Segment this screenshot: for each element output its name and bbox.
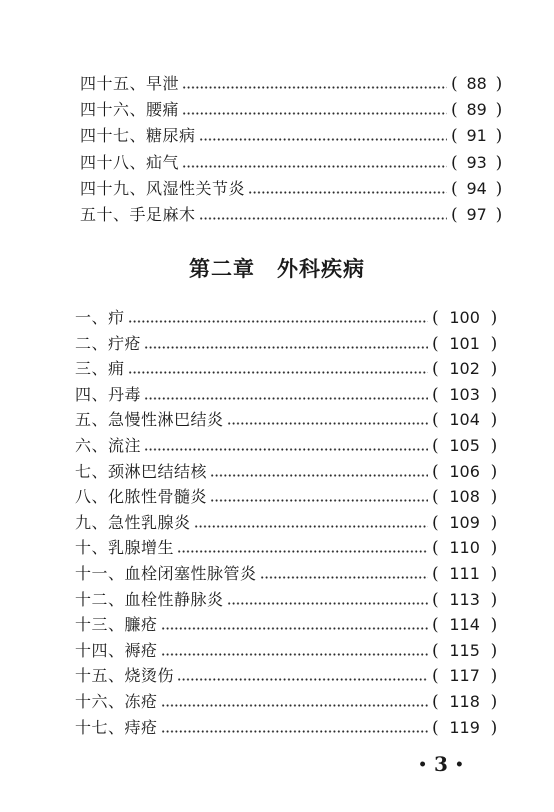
toc-entry-title: 四十五、早泄 xyxy=(80,74,180,93)
toc-page-number: 110 xyxy=(449,538,480,558)
close-paren: ) xyxy=(495,100,503,121)
toc-page-number: 93 xyxy=(466,152,487,172)
toc-entry-title: 六、流注 xyxy=(75,436,142,455)
toc-entry-page xyxy=(451,123,502,149)
toc-leader-dots xyxy=(194,525,428,528)
toc-entry-title: 十、乳腺增生 xyxy=(75,538,175,558)
toc-entry-page xyxy=(432,331,497,357)
toc-leader-dots xyxy=(144,448,428,451)
close-paren: ) xyxy=(495,74,503,94)
toc-page-number: 115 xyxy=(449,640,480,660)
toc-entry-title: 十一、血栓闭塞性脉管炎 xyxy=(75,564,257,583)
open-paren: ( xyxy=(432,461,439,482)
toc-entry xyxy=(0,407,554,433)
toc-entry-page xyxy=(451,97,502,123)
toc-entry xyxy=(0,356,554,382)
toc-leader-dots xyxy=(144,397,428,400)
toc-entry-title: 十四、褥疮 xyxy=(75,640,158,660)
open-paren: ( xyxy=(432,512,439,533)
toc-page-number: 118 xyxy=(449,692,480,711)
toc-entry-page xyxy=(432,433,497,459)
toc-entry-title: 一、疖 xyxy=(75,308,125,327)
toc-entry xyxy=(0,305,554,331)
toc-entry xyxy=(0,689,554,715)
toc-leader-dots xyxy=(248,191,447,194)
toc-page-number: 119 xyxy=(449,717,480,737)
toc-entry-title: 五、急慢性淋巴结炎 xyxy=(75,410,224,430)
toc-entry xyxy=(0,612,554,638)
open-paren: ( xyxy=(432,564,439,584)
toc-entry-title: 二、疔疮 xyxy=(75,333,142,353)
toc-entry-title: 九、急性乳腺炎 xyxy=(75,512,191,532)
toc-page-number: 102 xyxy=(449,359,480,379)
toc-leader-dots xyxy=(128,371,428,374)
toc-entry-title: 四十六、腰痛 xyxy=(80,100,180,120)
open-paren: ( xyxy=(451,100,458,121)
toc-entry-page xyxy=(432,638,497,664)
toc-page-number: 109 xyxy=(449,512,480,532)
toc-entry-page xyxy=(451,202,502,228)
toc-leader-dots xyxy=(128,320,428,323)
toc-entry-page xyxy=(432,535,497,561)
close-paren: ) xyxy=(495,205,503,225)
open-paren: ( xyxy=(432,436,439,456)
toc-page-number: 103 xyxy=(449,384,480,404)
open-paren: ( xyxy=(432,308,439,328)
toc-leader-dots xyxy=(199,217,447,220)
toc-entry xyxy=(0,484,554,510)
toc-entry-title: 十七、痔疮 xyxy=(75,717,158,737)
open-paren: ( xyxy=(432,538,439,559)
close-paren: ) xyxy=(490,384,498,405)
toc-leader-dots xyxy=(210,474,428,477)
open-paren: ( xyxy=(432,717,439,738)
toc-leader-dots xyxy=(161,627,428,630)
toc-entry-page xyxy=(432,689,497,715)
toc-page-number: 104 xyxy=(449,410,480,430)
toc-entry-page xyxy=(432,407,497,433)
toc-page-number: 106 xyxy=(449,461,480,481)
open-paren: ( xyxy=(432,666,439,687)
toc-leader-dots xyxy=(227,422,428,425)
open-paren: ( xyxy=(432,410,439,431)
toc-entry-title: 七、颈淋巴结结核 xyxy=(75,461,208,481)
toc-page-number: 97 xyxy=(466,205,487,224)
open-paren: ( xyxy=(432,692,439,712)
toc-entry-title: 四、丹毒 xyxy=(75,384,142,404)
toc-entry-title: 十二、血栓性静脉炎 xyxy=(75,589,224,609)
toc-entry-page xyxy=(432,587,497,613)
toc-page-number: 100 xyxy=(449,308,480,327)
close-paren: ) xyxy=(490,589,498,610)
toc-page-number: 105 xyxy=(449,436,480,455)
toc-entry-title: 四十九、风湿性关节炎 xyxy=(80,178,246,198)
toc-entry-page xyxy=(432,715,497,741)
open-paren: ( xyxy=(432,615,439,636)
toc-leader-dots xyxy=(161,704,428,707)
close-paren: ) xyxy=(490,692,498,712)
close-paren: ) xyxy=(490,717,498,738)
toc-page-number: 91 xyxy=(466,126,487,146)
toc-entry xyxy=(0,433,554,459)
toc-entry xyxy=(0,510,554,536)
close-paren: ) xyxy=(490,640,498,661)
open-paren: ( xyxy=(432,589,439,610)
toc-entry xyxy=(0,150,554,176)
toc-entry xyxy=(0,459,554,485)
toc-entry-title: 四十八、疝气 xyxy=(80,152,180,172)
toc-entry-title: 十五、烧烫伤 xyxy=(75,666,175,686)
toc-leader-dots xyxy=(177,550,428,553)
toc-entry xyxy=(0,382,554,408)
toc-entry xyxy=(0,71,554,97)
toc-leader-dots xyxy=(199,138,447,141)
toc-entry-title: 四十七、糖尿病 xyxy=(80,126,196,146)
toc-leader-dots xyxy=(177,678,428,681)
toc-entry-page xyxy=(451,71,502,97)
toc-entry-title: 五十、手足麻木 xyxy=(80,205,196,224)
toc-entry-page xyxy=(451,150,502,176)
toc-entry xyxy=(0,638,554,664)
toc-entry xyxy=(0,331,554,357)
toc-entry xyxy=(0,663,554,689)
toc-entry-page xyxy=(432,305,497,331)
toc-entry xyxy=(0,97,554,123)
open-paren: ( xyxy=(451,205,458,225)
close-paren: ) xyxy=(490,564,498,584)
toc-entry-title: 十三、臁疮 xyxy=(75,615,158,635)
open-paren: ( xyxy=(451,126,458,147)
page-number-bullet-right: • xyxy=(454,757,464,773)
page-number-bullet-left: • xyxy=(418,757,428,773)
close-paren: ) xyxy=(490,512,498,533)
close-paren: ) xyxy=(490,359,498,380)
toc-entry-page xyxy=(451,176,502,202)
page-number xyxy=(411,750,471,779)
close-paren: ) xyxy=(490,487,498,508)
toc-leader-dots xyxy=(182,165,447,168)
toc-page-number: 101 xyxy=(449,333,480,353)
toc-entry xyxy=(0,561,554,587)
toc-entry xyxy=(0,535,554,561)
toc-leader-dots xyxy=(161,653,428,656)
close-paren: ) xyxy=(495,152,503,173)
toc-entry xyxy=(0,123,554,149)
close-paren: ) xyxy=(495,178,503,199)
toc-entry xyxy=(0,176,554,202)
open-paren: ( xyxy=(432,333,439,354)
toc-entry-page xyxy=(432,663,497,689)
toc-entry xyxy=(0,202,554,228)
toc-page-number: 111 xyxy=(449,564,480,583)
chapter-title: 第二章 外科疾病 xyxy=(189,257,365,281)
toc-page-number: 114 xyxy=(449,615,480,635)
page-number-value: 3 xyxy=(434,752,448,776)
open-paren: ( xyxy=(451,152,458,173)
toc-page-number: 108 xyxy=(449,487,480,507)
toc-page-number: 113 xyxy=(449,589,480,609)
open-paren: ( xyxy=(451,74,458,94)
toc-page-number: 94 xyxy=(466,178,487,198)
toc-leader-dots xyxy=(182,112,447,115)
close-paren: ) xyxy=(490,615,498,636)
toc-entry-page xyxy=(432,356,497,382)
toc-entry-page xyxy=(432,510,497,536)
toc-leader-dots xyxy=(182,86,447,89)
toc-entry-page xyxy=(432,612,497,638)
toc-leader-dots xyxy=(161,730,428,733)
close-paren: ) xyxy=(495,126,503,147)
toc-page-number: 88 xyxy=(466,74,487,93)
open-paren: ( xyxy=(432,359,439,380)
toc-entry-page xyxy=(432,561,497,587)
close-paren: ) xyxy=(490,461,498,482)
toc-page-number: 117 xyxy=(449,666,480,686)
toc-leader-dots xyxy=(210,499,428,502)
toc-leader-dots xyxy=(144,346,428,349)
open-paren: ( xyxy=(432,640,439,661)
toc-entry-title: 八、化脓性骨髓炎 xyxy=(75,487,208,507)
toc-leader-dots xyxy=(260,576,428,579)
toc-entry-title: 十六、冻疮 xyxy=(75,692,158,711)
toc-entry xyxy=(0,715,554,741)
open-paren: ( xyxy=(432,487,439,508)
toc-page-number: 89 xyxy=(466,100,487,120)
toc-entry-title: 三、痈 xyxy=(75,359,125,379)
close-paren: ) xyxy=(490,410,498,431)
toc-entry-page xyxy=(432,484,497,510)
toc-leader-dots xyxy=(227,602,428,605)
toc-entry-page xyxy=(432,459,497,485)
close-paren: ) xyxy=(490,333,498,354)
toc-entry-page xyxy=(432,382,497,408)
close-paren: ) xyxy=(490,666,498,687)
open-paren: ( xyxy=(432,384,439,405)
close-paren: ) xyxy=(490,436,498,456)
open-paren: ( xyxy=(451,178,458,199)
close-paren: ) xyxy=(490,538,498,559)
toc-entry xyxy=(0,587,554,613)
close-paren: ) xyxy=(490,308,498,328)
